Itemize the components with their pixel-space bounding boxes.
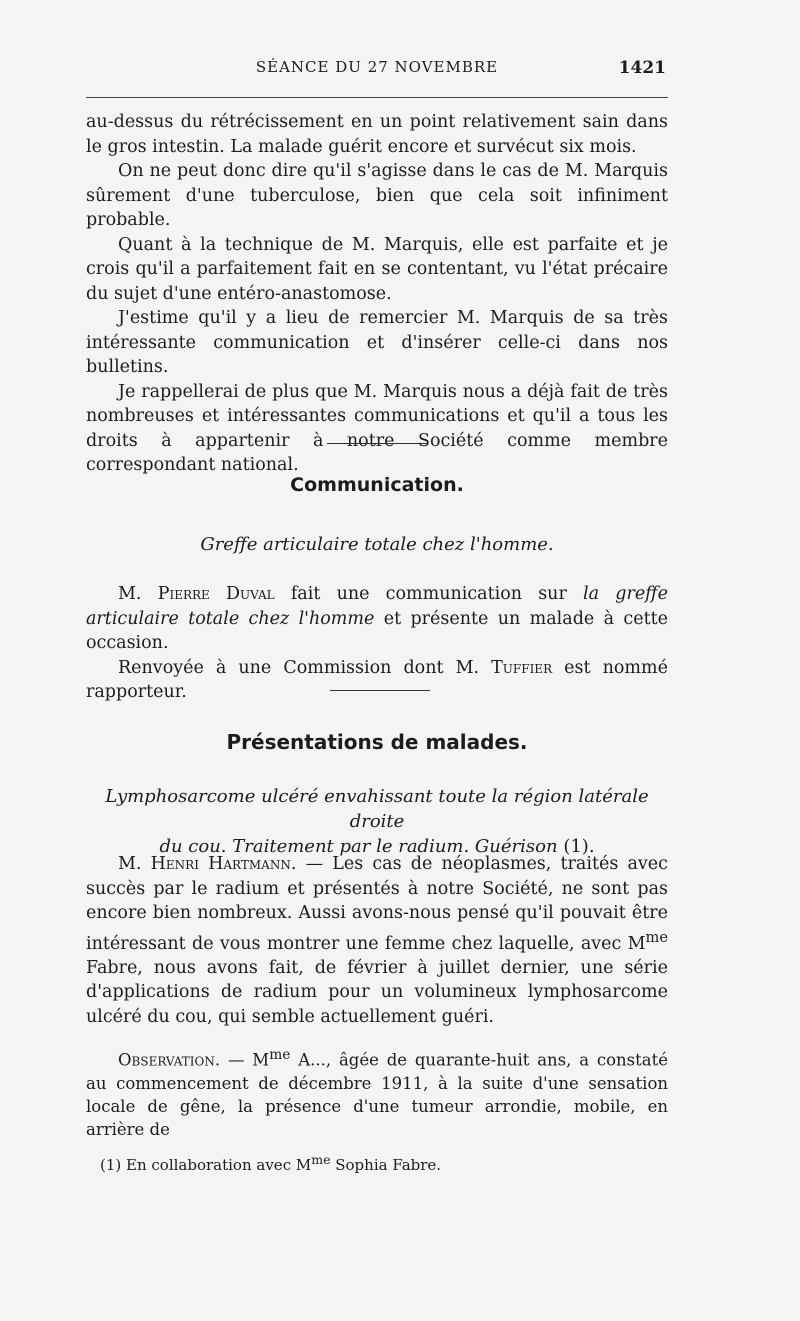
presentations-heading: Présentations de malades. <box>226 730 528 754</box>
section-separator <box>327 443 427 444</box>
superscript: me <box>645 928 668 946</box>
communication-heading: Communication. <box>290 474 464 496</box>
text: du cou. Traitement par le radium. Guérison <box>159 836 558 857</box>
text: — Les cas de néoplasmes, traités avec succès par le radium et présentés à notre Société, ne sont pas encore bien nombreux. Aussi avons-nous pensé qu'il pouvait être intéressant de vous montrer une femme chez laquelle, avec M <box>86 854 668 954</box>
text: Fabre, nous avons fait, de février à juillet dernier, une série d'applications de radium pour un volumineux lymphosarcome ulcéré du cou, qui semble actuellement guéri. <box>86 957 668 1027</box>
text: est nommé rapporteur. <box>86 657 668 702</box>
superscript: me <box>269 1047 291 1063</box>
text: A..., âgée de quarante-huit ans, a constaté au commencement de décembre 1911, à la suite d'une sensation locale de gêne, la présence d'une tumeur arrondie, mobile, en arrière de <box>86 1050 669 1139</box>
author-name: Pierre Duval <box>157 584 275 604</box>
header-rule <box>86 97 668 98</box>
footnote-ref: (1). <box>563 836 595 857</box>
paragraph <box>86 852 668 1029</box>
running-head <box>86 58 668 86</box>
paragraph <box>86 656 668 705</box>
presentations-subtitle <box>86 784 668 859</box>
text: — M <box>227 1050 270 1070</box>
superscript: me <box>311 1152 331 1167</box>
running-title: SÉANCE DU 27 NOVEMBRE <box>255 58 499 76</box>
text: fait une communication sur <box>290 584 567 604</box>
paragraph <box>86 582 668 656</box>
paragraph: Quant à la technique de M. Marquis, elle est parfaite et je crois qu'il a parfaitement fait en se contentant, vu l'état précaire du sujet d'une entéro-anastomose. <box>86 234 668 304</box>
presentations-text-block <box>86 852 668 1029</box>
text: et présente un malade à cette occasion. <box>86 608 669 653</box>
paragraph: Je rappellerai de plus que M. Marquis nous a déjà fait de très nombreuses et intéressantes communications et qu'il a tous les droits à appartenir à notre Société comme membre correspondant national. <box>86 381 668 475</box>
intro-text-block <box>86 110 668 478</box>
text: (1) En collaboration avec M <box>100 1156 312 1174</box>
communication-text-block <box>86 582 668 705</box>
paragraph: On ne peut donc dire qu'il s'agisse dans le cas de M. Marquis sûrement d'une tuberculose, bien que cela soit infiniment probable. <box>86 161 668 230</box>
communication-subtitle: Greffe articulaire totale chez l'homme. <box>200 534 554 555</box>
prefix: M. <box>118 584 142 604</box>
paragraph <box>86 1044 668 1141</box>
rapporteur-name: Tuffier <box>491 657 553 678</box>
observation-block <box>86 1044 668 1141</box>
communication-title: la greffe articulaire totale chez l'homme <box>86 584 668 629</box>
paragraph: au-dessus du rétrécissement en un point relativement sain dans le gros intestin. La malade guérit encore et survécut six mois. <box>86 112 668 157</box>
text: Renvoyée à une Commission dont M. <box>118 657 480 678</box>
author-name: Henri Hartmann. <box>150 854 297 874</box>
observation-label: Observation. <box>118 1050 221 1070</box>
page-number: 1421 <box>618 58 666 78</box>
section-separator <box>330 690 430 691</box>
prefix: M. <box>118 854 142 874</box>
footnote <box>100 1150 660 1175</box>
text: Sophia Fabre. <box>330 1156 442 1174</box>
paragraph: J'estime qu'il y a lieu de remercier M. Marquis de sa très intéressante communication et d'insérer celle-ci dans nos bulletins. <box>86 308 668 377</box>
subtitle-line: Lymphosarcome ulcéré envahissant toute la région latérale droite <box>105 786 649 832</box>
